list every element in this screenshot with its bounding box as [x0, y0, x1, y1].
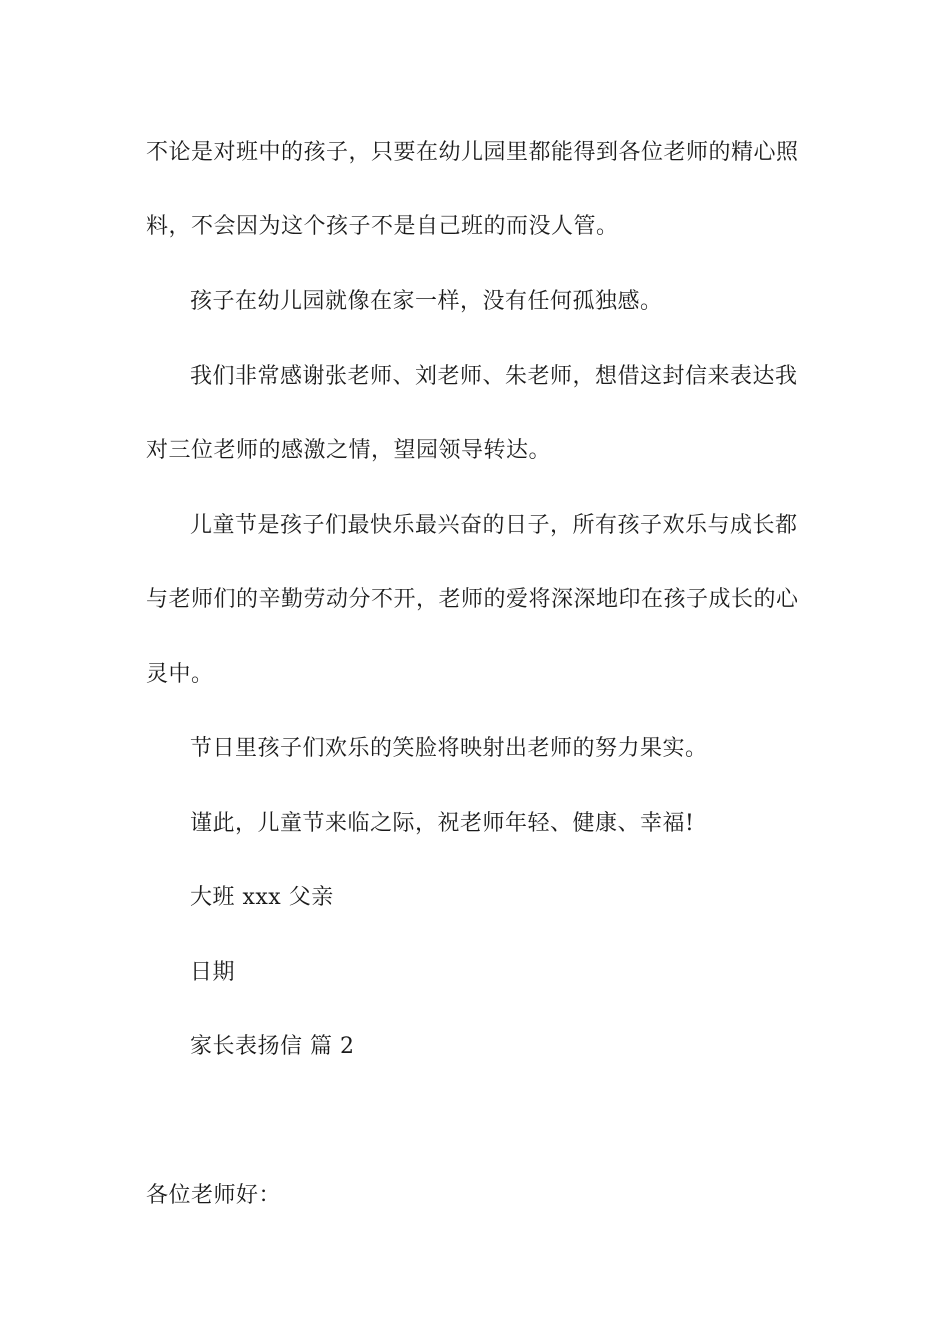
signature-line: 大班 xxx 父亲: [190, 885, 334, 910]
paragraph-line: 儿童节是孩子们最快乐最兴奋的日子，所有孩子欢乐与成长都: [190, 513, 798, 538]
paragraph-line: 节日里孩子们欢乐的笑脸将映射出老师的努力果实。: [190, 736, 708, 761]
paragraph-line: 对三位老师的感激之情，望园领导转达。: [146, 438, 552, 463]
section-title: 家长表扬信 篇 2: [190, 1034, 355, 1059]
paragraph-line: 与老师们的辛勤劳动分不开，老师的爱将深深地印在孩子成长的心: [146, 587, 799, 612]
date-line: 日期: [190, 960, 236, 985]
paragraph-line: 灵中。: [146, 662, 214, 687]
salutation-line: 各位老师好：: [146, 1183, 282, 1208]
paragraph-line: 料，不会因为这个孩子不是自己班的而没人管。: [146, 214, 619, 239]
paragraph-line: 谨此，儿童节来临之际，祝老师年轻、健康、幸福!: [190, 811, 695, 836]
paragraph-line: 不论是对班中的孩子，只要在幼儿园里都能得到各位老师的精心照: [146, 140, 799, 165]
paragraph-line: 孩子在幼儿园就像在家一样，没有任何孤独感。: [190, 289, 663, 314]
paragraph-line: 我们非常感谢张老师、刘老师、朱老师，想借这封信来表达我: [190, 364, 798, 389]
